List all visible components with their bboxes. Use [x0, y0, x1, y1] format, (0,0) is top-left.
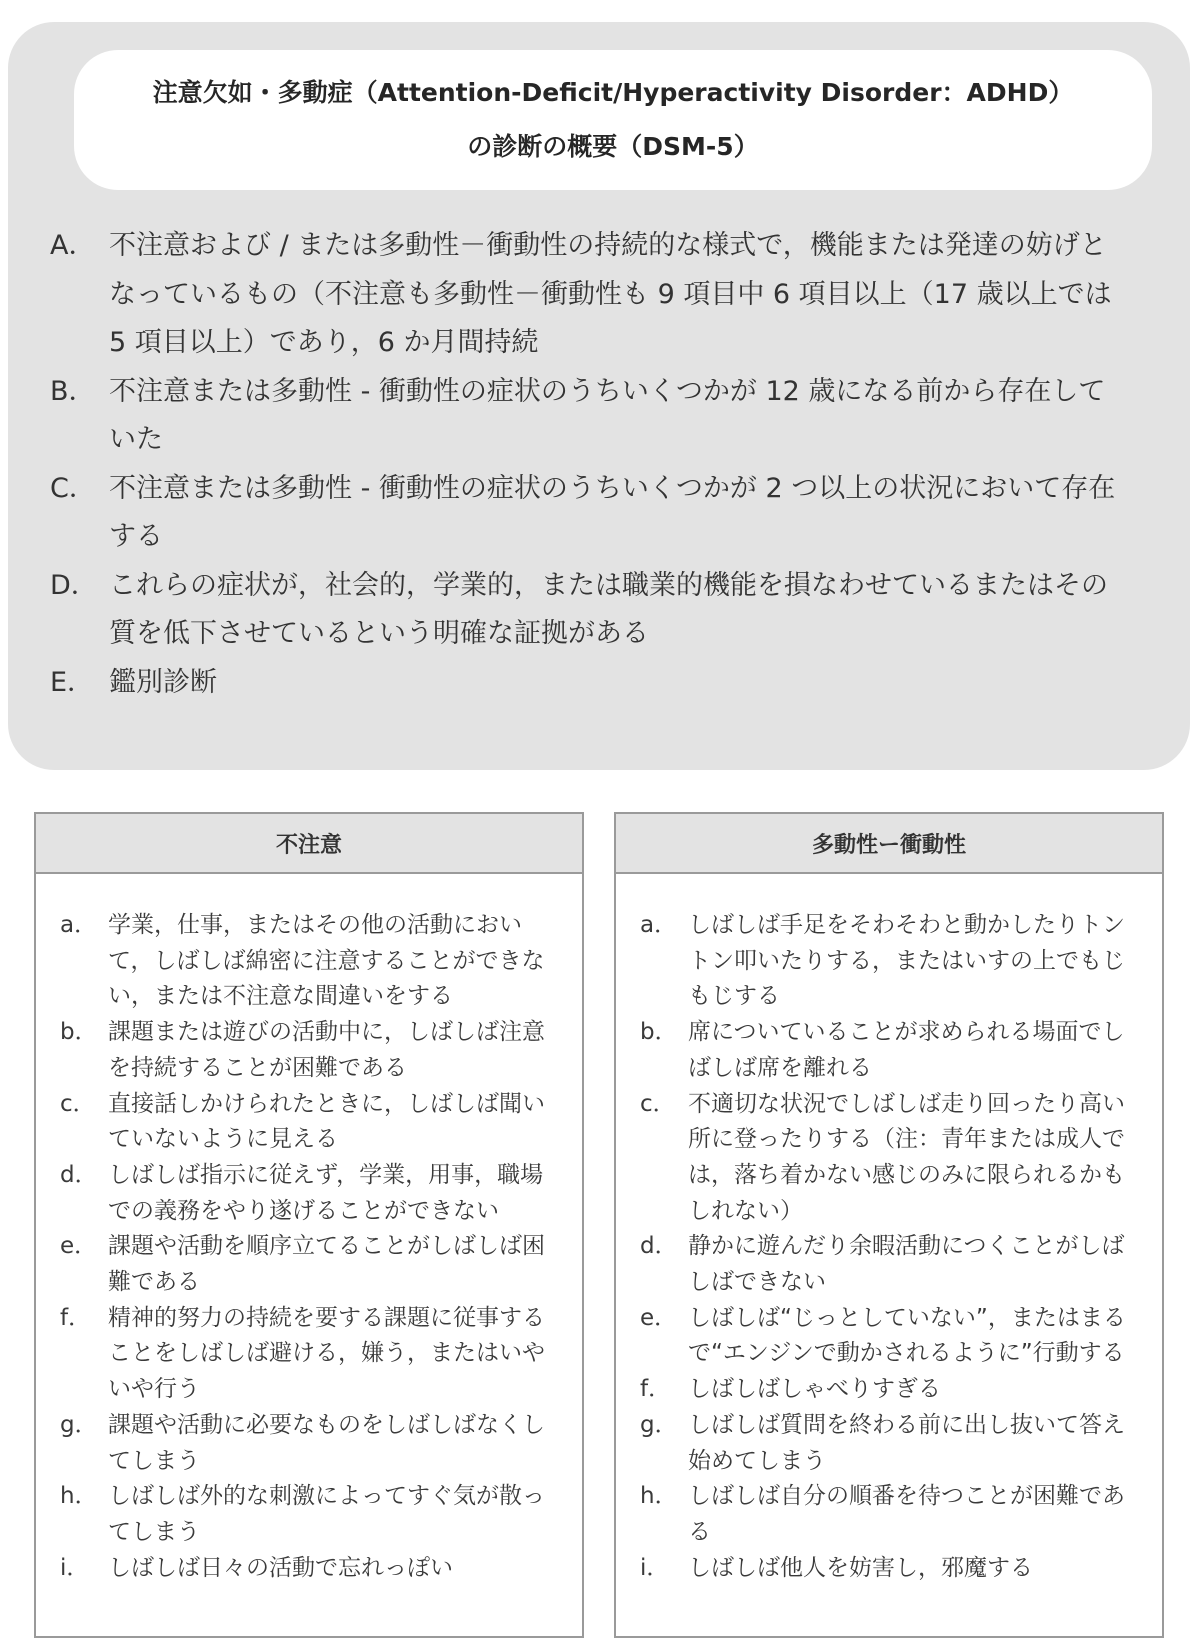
- criterion-a: [50, 222, 1130, 368]
- item-text: しばしば質問を終わる前に出し抜いて答え始めてしまう: [688, 1411, 1125, 1474]
- item-marker: a．: [60, 912, 98, 938]
- item-marker: c．: [60, 1090, 96, 1117]
- criterion-marker: D．: [50, 569, 98, 601]
- title-line-2: の診断の概要（DSM-5）: [467, 132, 759, 161]
- item-text: しばしばしゃべりすぎる: [688, 1376, 941, 1403]
- list-item: [60, 1158, 558, 1229]
- item-marker: a．: [640, 912, 678, 938]
- criterion-text: 不注意および / または多動性－衝動性の持続的な様式で，機能または発達の妨げとなっているもの（不注意も多動性－衝動性も 9 項目中 6 項目以上（17 歳以上では 5 項目以上）であり，6 か月間持続: [109, 230, 1112, 358]
- item-text: 席についていることが求められる場面でしばしば席を離れる: [688, 1019, 1125, 1081]
- item-text: 直接話しかけられたときに，しばしば聞いていないように見える: [108, 1090, 545, 1153]
- inattention-panel: [34, 812, 584, 1638]
- item-marker: e．: [640, 1304, 678, 1331]
- criterion-text: 鑑別診断: [109, 666, 217, 698]
- title-box: [74, 50, 1152, 190]
- list-item: [60, 908, 558, 1015]
- list-item: [60, 1479, 558, 1550]
- item-marker: f．: [640, 1376, 672, 1403]
- list-item: [60, 1301, 558, 1408]
- criterion-text: 不注意または多動性 - 衝動性の症状のうちいくつかが 12 歳になる前から存在していた: [109, 375, 1106, 455]
- list-item: [640, 1015, 1138, 1086]
- item-text: 課題や活動に必要なものをしばしばなくしてしまう: [108, 1411, 545, 1474]
- criterion-text: これらの症状が，社会的，学業的，または職業的機能を損なわせているまたはその質を低下させているという明確な証拠がある: [109, 569, 1108, 649]
- list-item: [640, 1372, 1138, 1408]
- list-item: [640, 1229, 1138, 1300]
- criterion-e: [50, 659, 1130, 708]
- title-line-1: 注意欠如・多動症（Attention-Deficit/Hyperactivity Disorder：ADHD）: [152, 78, 1074, 107]
- item-marker: h．: [640, 1483, 678, 1510]
- item-text: しばしば“じっとしていない”，またはまるで“エンジンで動かされるように”行動する: [688, 1304, 1126, 1367]
- item-marker: i．: [640, 1554, 670, 1581]
- list-item: [60, 1015, 558, 1086]
- diagnosis-summary-box: [8, 22, 1190, 770]
- item-text: しばしば外的な刺激によってすぐ気が散ってしまう: [108, 1483, 545, 1545]
- item-marker: g．: [60, 1411, 98, 1438]
- hyperactivity-heading: 多動性ー衝動性: [616, 814, 1162, 874]
- criterion-text: 不注意または多動性 - 衝動性の症状のうちいくつかが 2 つ以上の状況において存在する: [109, 472, 1116, 552]
- list-item: [640, 1301, 1138, 1372]
- criterion-b: [50, 368, 1130, 465]
- list-item: [640, 908, 1138, 1015]
- criterion-c: [50, 465, 1130, 562]
- item-marker: b．: [60, 1019, 98, 1046]
- criterion-marker: C．: [50, 472, 96, 504]
- list-item: [640, 1479, 1138, 1550]
- item-text: しばしば手足をそわそわと動かしたりトントン叩いたりする，またはいすの上でもじもじする: [688, 912, 1125, 1010]
- list-item: [60, 1229, 558, 1300]
- criteria-list: [50, 222, 1130, 707]
- criterion-d: [50, 562, 1130, 659]
- item-text: しばしば他人を妨害し，邪魔する: [688, 1554, 1033, 1581]
- list-item: [640, 1408, 1138, 1479]
- item-text: 学業，仕事，またはその他の活動において，しばしば綿密に注意することができない，または不注意な間違いをする: [108, 912, 545, 1010]
- item-marker: e．: [60, 1233, 98, 1260]
- list-item: [640, 1087, 1138, 1230]
- item-text: 課題または遊びの活動中に，しばしば注意を持続することが困難である: [108, 1019, 545, 1081]
- item-marker: b．: [640, 1019, 678, 1046]
- item-marker: i．: [60, 1554, 90, 1581]
- item-text: 課題や活動を順序立てることがしばしば困難である: [108, 1233, 545, 1296]
- list-item: [60, 1408, 558, 1479]
- item-text: しばしば自分の順番を待つことが困難である: [688, 1483, 1125, 1545]
- inattention-heading: 不注意: [36, 814, 582, 874]
- item-text: 不適切な状況でしばしば走り回ったり高い所に登ったりする（注：青年または成人では，落ち着かない感じのみに限られるかもしれない）: [688, 1090, 1125, 1224]
- criterion-marker: B．: [50, 375, 96, 407]
- hyperactivity-panel: [614, 812, 1164, 1638]
- list-item: [60, 1551, 558, 1587]
- item-marker: d．: [60, 1161, 98, 1188]
- item-marker: f．: [60, 1304, 92, 1331]
- item-marker: g．: [640, 1411, 678, 1438]
- criterion-marker: A．: [50, 230, 96, 261]
- item-text: しばしば日々の活動で忘れっぽい: [108, 1554, 453, 1581]
- item-marker: d．: [640, 1233, 678, 1260]
- item-text: 精神的努力の持続を要する課題に従事することをしばしば避ける，嫌う，またはいやいや行う: [108, 1304, 545, 1403]
- item-marker: h．: [60, 1483, 98, 1510]
- item-text: 静かに遊んだり余暇活動につくことがしばしばできない: [688, 1233, 1125, 1296]
- criterion-marker: E．: [50, 666, 95, 698]
- list-item: [60, 1087, 558, 1158]
- list-item: [640, 1551, 1138, 1587]
- inattention-list: [36, 874, 582, 1586]
- hyperactivity-list: [616, 874, 1162, 1586]
- item-marker: c．: [640, 1090, 676, 1117]
- item-text: しばしば指示に従えず，学業，用事，職場での義務をやり遂げることができない: [108, 1161, 544, 1224]
